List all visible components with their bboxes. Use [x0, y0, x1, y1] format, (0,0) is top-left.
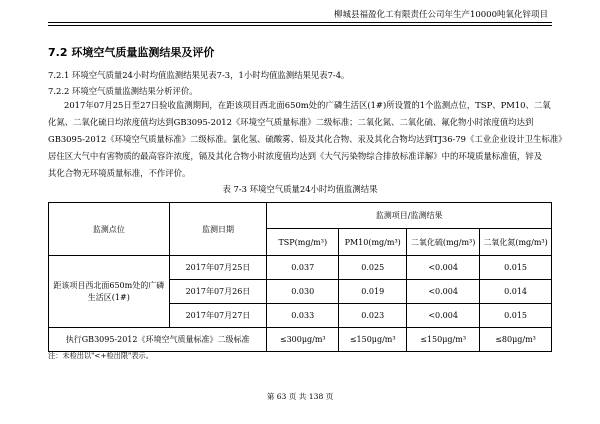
paragraph-line: 2017年07月25日至27日验收监测期间，在距该项目西北面650m处的广磷生活区(1#)所设置的1个监测点位，TSP、PM10、二氧 [64, 100, 551, 110]
header-title: 柳城县福盈化工有限责任公司年生产10000吨氧化锌项目 [333, 10, 548, 20]
header-rule-thin [48, 25, 552, 26]
date-cell: 2017年07月25日 [169, 256, 267, 280]
header-date: 监测日期 [169, 203, 267, 256]
page-footer: 第 63 页 共 138 页 [266, 392, 334, 401]
standard-value: ≤80μg/m³ [480, 328, 552, 352]
table-caption: 表 7-3 环境空气质量24小时均值监测结果 [222, 184, 378, 194]
standard-value: ≤150μg/m³ [339, 328, 407, 352]
header-col-tsp: TSP(mg/m³) [267, 229, 339, 256]
header-group: 监测项目/监测结果 [267, 203, 552, 229]
value-cell: 0.025 [339, 256, 407, 280]
page-header [48, 0, 552, 26]
paragraph-line: 其化合物无环境质量标准，不作评价。 [48, 168, 191, 178]
standard-value: ≤300μg/m³ [267, 328, 339, 352]
section-title: 7.2 环境空气质量监测结果及评价 [48, 46, 215, 59]
table-note: 注：未检出以"<+检出限"表示。 [48, 351, 153, 360]
monitoring-table [48, 202, 552, 352]
value-cell: 0.015 [480, 304, 552, 328]
standard-value: ≤150μg/m³ [407, 328, 480, 352]
table-row [49, 256, 552, 280]
subsection-line-2: 7.2.2 环境空气质量监测结果分析评价。 [48, 86, 198, 96]
standard-label: 执行GB3095-2012《环境空气质量标准》二级标准 [49, 328, 267, 352]
value-cell: 0.014 [480, 280, 552, 304]
analysis-paragraph [48, 97, 567, 182]
value-cell: 0.037 [267, 256, 339, 280]
value-cell: 0.023 [339, 304, 407, 328]
header-col-pm10: PM10(mg/m³) [339, 229, 407, 256]
header-rule-thick [48, 22, 552, 23]
subsection-line-1: 7.2.1 环境空气质量24小时均值监测结果见表7-3，1小时均值监测结果见表7-4。 [48, 70, 350, 80]
value-cell: 0.019 [339, 280, 407, 304]
value-cell: 0.030 [267, 280, 339, 304]
date-cell: 2017年07月26日 [169, 280, 267, 304]
standard-row [49, 328, 552, 352]
location-cell: 距该项目西北面650m处的广磷生活区(1#) [49, 256, 170, 328]
header-point: 监测点位 [49, 203, 170, 256]
date-cell: 2017年07月27日 [169, 304, 267, 328]
value-cell: <0.004 [407, 280, 480, 304]
paragraph-line: 居住区大气中有害物质的最高容许浓度，镉及其化合物小时浓度值均达到《大气污染物综合排放标准详解》中的环境质量标准值，锌及 [48, 151, 543, 161]
paragraph-line: 化氮、二氧化硫日均浓度值均达到GB3095-2012《环境空气质量标准》二级标准；二氧化氮、二氧化硫、氟化物小时浓度值均达到 [48, 117, 534, 127]
paragraph-line: GB3095-2012《环境空气质量标准》二级标准。氯化氢、硫酸雾、铅及其化合物、汞及其化合物均达到TJ36-79《工业企业设计卫生标准》 [48, 134, 567, 144]
value-cell: <0.004 [407, 256, 480, 280]
value-cell: <0.004 [407, 304, 480, 328]
value-cell: 0.033 [267, 304, 339, 328]
header-col-no2: 二氧化氮(mg/m³) [480, 229, 552, 256]
value-cell: 0.015 [480, 256, 552, 280]
header-col-so2: 二氧化硫(mg/m³) [407, 229, 480, 256]
